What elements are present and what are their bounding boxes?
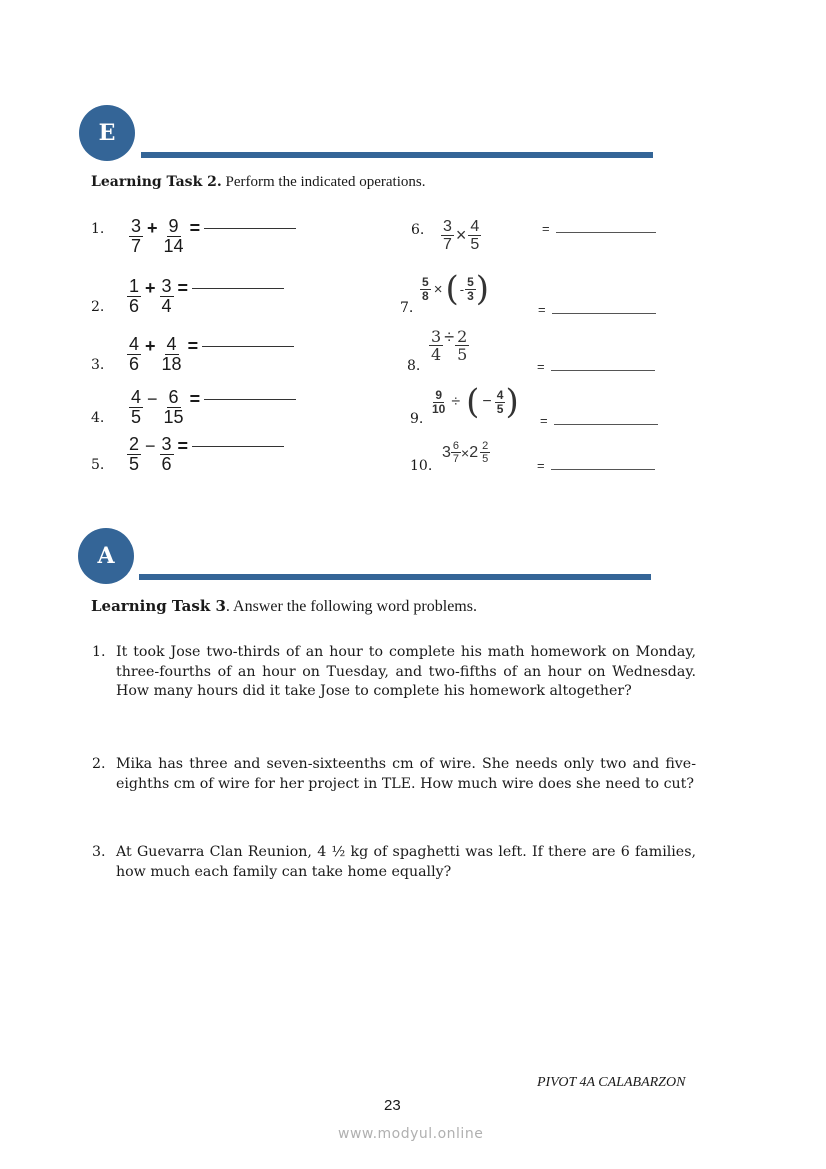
numerator: 3 xyxy=(443,218,452,235)
fraction xyxy=(420,276,431,303)
denominator: 10 xyxy=(432,401,446,416)
equals-sign: = xyxy=(189,218,201,238)
numerator: 4 xyxy=(131,387,142,407)
item-number: 9. xyxy=(410,411,424,427)
answer-blank[interactable] xyxy=(551,370,655,371)
task-2-heading xyxy=(91,174,425,191)
item-number: 2. xyxy=(91,299,105,315)
numerator: 3 xyxy=(131,216,142,236)
task-label: Learning Task 2. xyxy=(91,174,222,190)
task-3-heading xyxy=(91,597,477,616)
fraction xyxy=(127,435,141,474)
problem-text: At Guevarra Clan Reunion, 4 ½ kg of spaghetti was left. If there are 6 families, how much each family can take home equally? xyxy=(116,844,696,880)
operator: − xyxy=(147,389,158,409)
item-number: 7. xyxy=(400,300,414,316)
fraction xyxy=(495,389,506,416)
watermark: www.modyul.online xyxy=(338,1126,484,1142)
fraction xyxy=(162,388,186,427)
answer-blank[interactable] xyxy=(192,446,284,447)
equals-sign: = xyxy=(537,458,545,473)
numerator: 4 xyxy=(129,334,140,354)
fraction xyxy=(441,218,454,253)
fraction xyxy=(127,335,141,374)
operator: + xyxy=(145,278,156,298)
denominator: 14 xyxy=(163,236,184,256)
answer-blank[interactable] xyxy=(204,228,296,229)
fraction xyxy=(432,389,445,416)
right-parenthesis: ) xyxy=(505,382,519,422)
section-badge-e xyxy=(79,105,135,161)
denominator: 15 xyxy=(163,407,184,427)
numerator: 4 xyxy=(496,387,504,402)
equals-sign: = xyxy=(187,336,199,356)
problem-number: 1. xyxy=(92,644,106,660)
denominator: 5 xyxy=(496,401,504,416)
denominator: 5 xyxy=(129,454,140,474)
item-number: 8. xyxy=(407,358,421,374)
left-parenthesis: ( xyxy=(466,382,480,422)
denominator: 8 xyxy=(422,288,429,303)
denominator: 7 xyxy=(443,236,452,253)
operator: − xyxy=(145,436,156,456)
equals-sign: = xyxy=(538,302,546,317)
numerator: 3 xyxy=(161,276,172,296)
numerator: 4 xyxy=(166,334,177,354)
equals-sign: = xyxy=(540,413,548,428)
negative-sign: - xyxy=(459,281,465,297)
numerator: 3 xyxy=(431,327,442,346)
denominator: 6 xyxy=(129,354,140,374)
problem-text: It took Jose two-thirds of an hour to complete his math homework on Monday, three-fourths of an hour on Tuesday, and two-fifths of an hour on Wednesday. How many hours did it take Jose to complete his homework altogether? xyxy=(116,644,696,699)
answer-blank[interactable] xyxy=(202,346,294,347)
numerator: 5 xyxy=(467,274,474,289)
fraction xyxy=(127,277,141,316)
negative-sign: − xyxy=(482,393,492,410)
item-number: 10. xyxy=(410,458,433,474)
whole-number: 3 xyxy=(442,443,451,461)
numerator: 6 xyxy=(168,387,179,407)
fraction xyxy=(160,277,174,316)
operator: ÷ xyxy=(444,327,455,347)
denominator: 7 xyxy=(131,236,142,256)
denominator: 5 xyxy=(482,453,489,465)
left-parenthesis: ( xyxy=(445,269,459,309)
answer-blank[interactable] xyxy=(552,313,656,314)
page-number: 23 xyxy=(384,1097,401,1114)
equals-sign: = xyxy=(177,278,189,298)
equals-sign: = xyxy=(189,389,201,409)
section-divider-bar xyxy=(141,152,653,158)
item-number: 3. xyxy=(91,357,105,373)
section-divider-bar xyxy=(139,574,651,580)
numerator: 6 xyxy=(452,440,460,452)
numerator: 3 xyxy=(161,434,172,454)
denominator: 6 xyxy=(161,454,172,474)
item-number: 5. xyxy=(91,457,105,473)
word-problem-1 xyxy=(92,643,696,702)
answer-blank[interactable] xyxy=(204,399,296,400)
operator: ÷ xyxy=(451,393,461,410)
problem-number: 3. xyxy=(92,844,106,860)
answer-blank[interactable] xyxy=(554,424,658,425)
fraction xyxy=(429,328,443,363)
denominator: 4 xyxy=(161,296,172,316)
fraction xyxy=(468,218,481,253)
badge-letter: A xyxy=(97,543,115,569)
denominator: 5 xyxy=(131,407,142,427)
numerator: 9 xyxy=(435,387,443,402)
equals-sign: = xyxy=(177,436,189,456)
item-number: 1. xyxy=(91,221,105,237)
word-problem-3 xyxy=(92,843,696,882)
denominator: 5 xyxy=(470,236,480,253)
equals-sign: = xyxy=(537,359,545,374)
problem-number: 2. xyxy=(92,756,106,772)
right-parenthesis: ) xyxy=(475,269,490,309)
answer-blank[interactable] xyxy=(556,232,656,233)
answer-blank[interactable] xyxy=(551,469,655,470)
numerator: 2 xyxy=(482,440,489,452)
numerator: 1 xyxy=(129,276,140,296)
denominator: 5 xyxy=(457,345,468,364)
numerator: 5 xyxy=(422,274,429,289)
operator: + xyxy=(147,218,158,238)
fraction xyxy=(465,276,476,303)
answer-blank[interactable] xyxy=(192,288,284,289)
numerator: 2 xyxy=(457,327,468,346)
item-number: 6. xyxy=(411,222,425,238)
denominator: 18 xyxy=(161,354,182,374)
word-problem-2 xyxy=(92,755,696,794)
problem-text: Mika has three and seven-sixteenths cm of wire. She needs only two and five-eighths cm of wire for her project in TLE. How much wire does she need to cut? xyxy=(116,756,696,792)
denominator: 3 xyxy=(467,288,474,303)
numerator: 9 xyxy=(168,216,179,236)
task-instruction: Perform the indicated operations. xyxy=(221,174,426,190)
denominator: 7 xyxy=(452,453,460,465)
operator: × xyxy=(455,225,467,245)
denominator: 6 xyxy=(129,296,140,316)
numerator: 4 xyxy=(470,218,480,235)
publisher-footer: PIVOT 4A CALABARZON xyxy=(537,1075,686,1090)
equals-sign: = xyxy=(542,221,550,236)
fraction xyxy=(160,335,184,374)
denominator: 4 xyxy=(431,345,442,364)
item-number: 4. xyxy=(91,410,105,426)
fraction xyxy=(129,217,143,256)
badge-letter: E xyxy=(98,120,116,146)
operator: × xyxy=(461,444,470,461)
section-badge-a xyxy=(78,528,134,584)
fraction xyxy=(451,440,461,465)
task-instruction: . Answer the following word problems. xyxy=(225,598,477,615)
fraction xyxy=(129,388,143,427)
operator: + xyxy=(145,336,156,356)
fraction xyxy=(160,435,174,474)
task-label: Learning Task 3 xyxy=(91,597,226,615)
operator: × xyxy=(433,280,443,298)
fraction xyxy=(162,217,186,256)
fraction xyxy=(455,328,469,363)
whole-number: 2 xyxy=(469,443,479,461)
numerator: 2 xyxy=(129,434,140,454)
fraction xyxy=(480,440,490,465)
